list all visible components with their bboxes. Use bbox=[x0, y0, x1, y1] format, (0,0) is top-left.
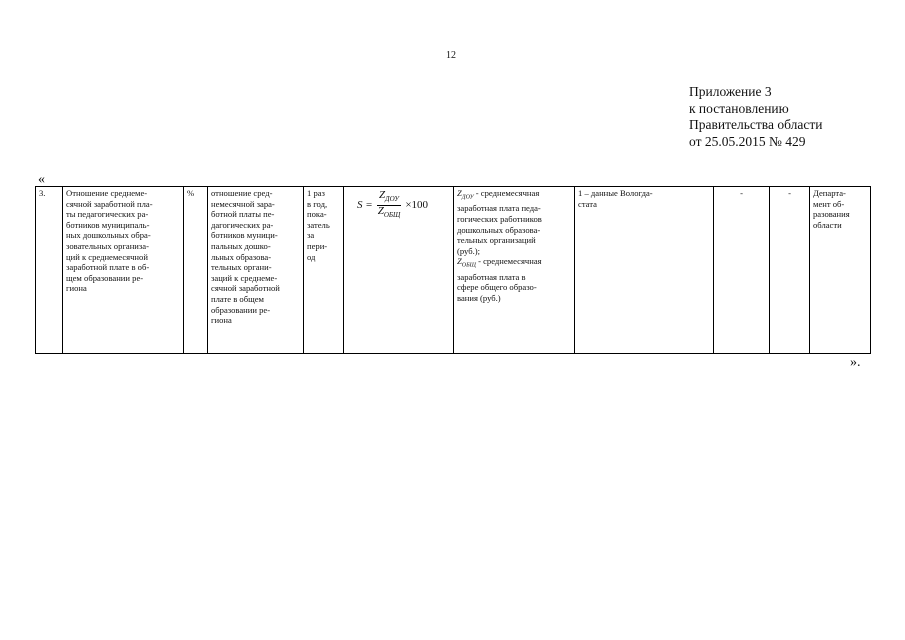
definition-cell: отношение сред- немесячной зара- ботной платы пе- дагогических ра- ботников муници- пальных дошко- льных образова- тельных органи- заций к среднеме- сячной заработной плате в общем образовании ре- гиона bbox=[208, 187, 304, 354]
unit-cell: % bbox=[184, 187, 208, 354]
appendix-line-2: к постановлению bbox=[689, 100, 789, 116]
variables-cell bbox=[454, 187, 575, 354]
formula bbox=[347, 188, 450, 221]
indicator-name-cell: Отношение среднеме- сячной заработной пла- ты педагогических ра- ботников муниципаль- ных дошкольных обра- зовательных организа- ций к среднемесячной заработной плате в об- щем образовании ре- гиона bbox=[63, 187, 184, 354]
source-cell: 1 – данные Вологда- стата bbox=[575, 187, 714, 354]
indicator-table bbox=[35, 186, 871, 354]
dash-cell-2: - bbox=[770, 187, 810, 354]
page-number: 12 bbox=[446, 50, 456, 61]
formula-fraction bbox=[376, 190, 403, 221]
opening-quote: « bbox=[38, 172, 45, 187]
row-number-cell: 3. bbox=[36, 187, 63, 354]
variable-1-text: - среднемесячная заработная плата педа- гогических работников дошкольных образова- тельных организаций (руб.); bbox=[457, 188, 542, 256]
formula-cell bbox=[344, 187, 454, 354]
formula-lhs: S = bbox=[357, 198, 373, 211]
dash-cell-1: - bbox=[714, 187, 770, 354]
responsible-cell: Департа- мент об- разования области bbox=[810, 187, 871, 354]
appendix-header bbox=[689, 84, 822, 150]
variable-2-symbol: $Z_{ОБЩ}$ bbox=[457, 256, 476, 269]
variable-2-text: - среднемесячная заработная плата в сфере общего образо- вания (руб.) bbox=[457, 256, 542, 303]
frequency-cell: 1 раз в год, пока- затель за пери- од bbox=[304, 187, 344, 354]
appendix-line-4: от 25.05.2015 № 429 bbox=[689, 133, 806, 149]
closing-quote: ». bbox=[850, 355, 861, 370]
formula-multiplier: ×100 bbox=[405, 198, 429, 211]
appendix-line-1: Приложение 3 bbox=[689, 84, 772, 99]
appendix-line-3: Правительства области bbox=[689, 117, 823, 132]
table-row bbox=[36, 187, 871, 354]
formula-denominator: $Z_{ОБЩ}$ bbox=[377, 204, 401, 219]
formula-numerator: $Z_{ДОУ}$ bbox=[377, 190, 401, 206]
variable-1-symbol: $Z_{ДОУ}$ bbox=[457, 188, 474, 201]
